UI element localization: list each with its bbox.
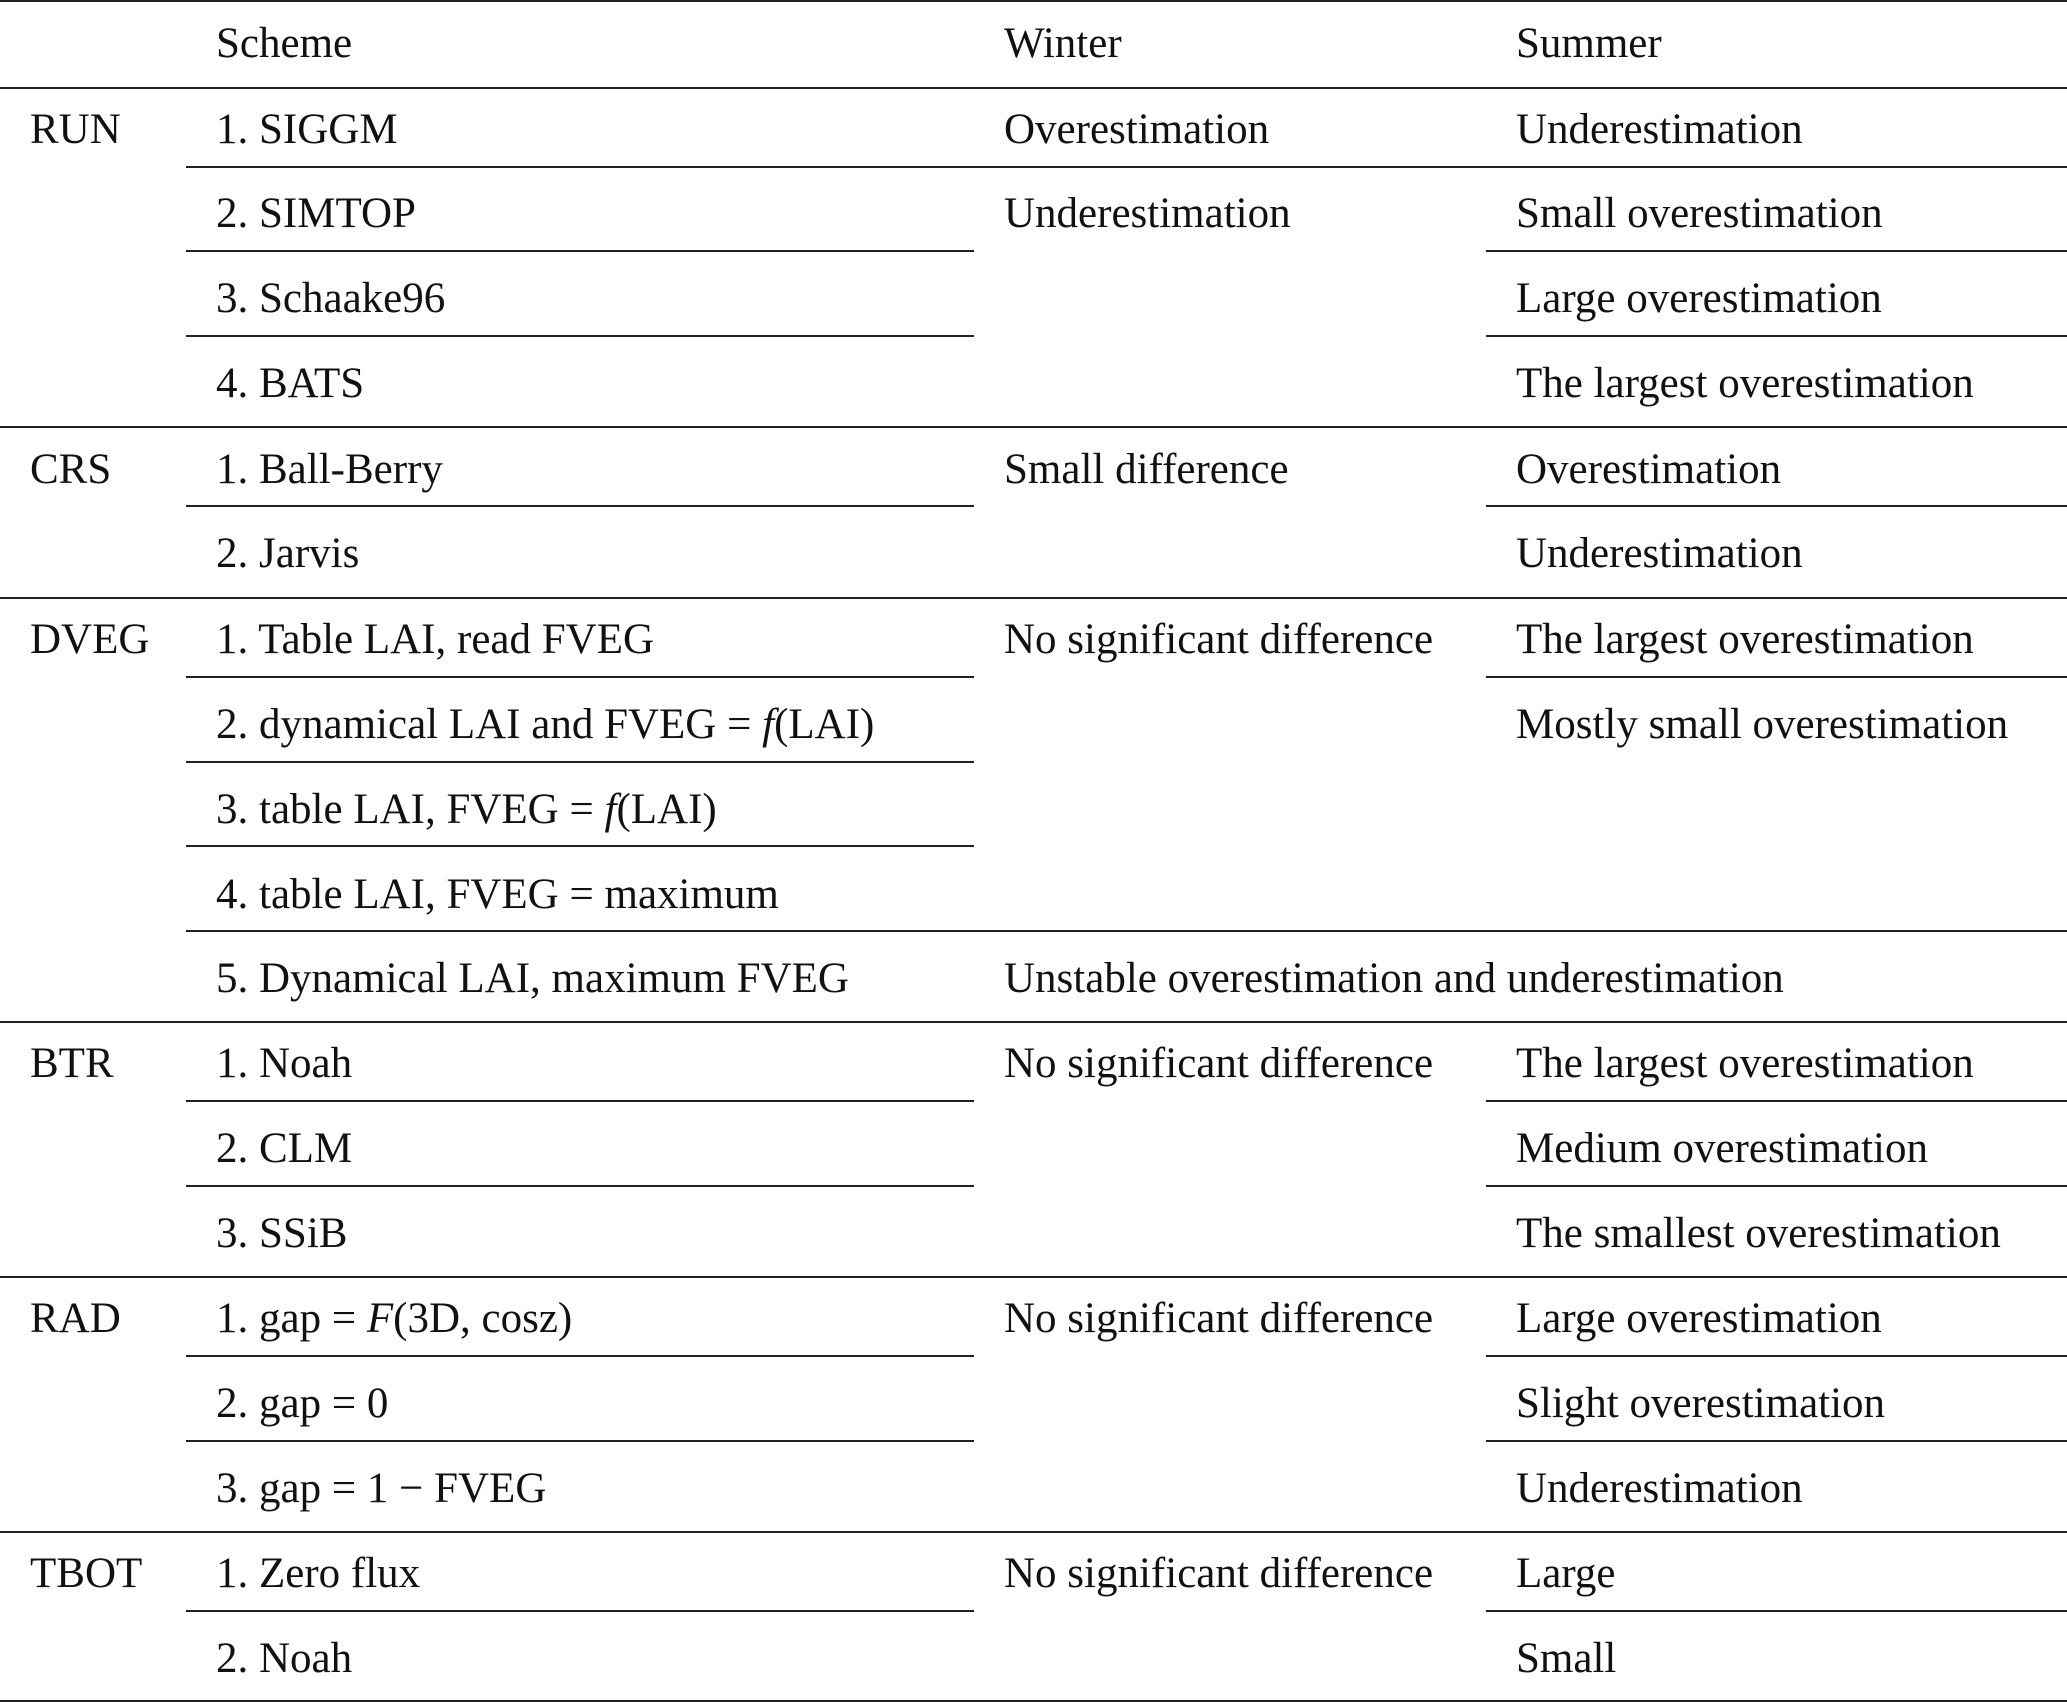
cell-rule: [1486, 1610, 2067, 1612]
summer-cell: Small overestimation: [1516, 190, 1883, 237]
cell-rule: [1486, 505, 2067, 507]
scheme-cell: 4. table LAI, FVEG = maximum: [216, 871, 779, 918]
group-label: DVEG: [30, 616, 150, 663]
scheme-cell: 2. gap = 0: [216, 1380, 389, 1427]
winter-cell: No significant difference: [1004, 1550, 1434, 1597]
scheme-cell: 1. SIGGM: [216, 106, 398, 153]
header-winter: Winter: [1004, 20, 1122, 67]
cell-rule: [1486, 1440, 2067, 1442]
scheme-cell: 3. gap = 1 − FVEG: [216, 1465, 547, 1512]
summer-cell: Medium overestimation: [1516, 1125, 1929, 1172]
cell-rule: [186, 1610, 974, 1612]
summer-cell: The largest overestimation: [1516, 360, 1974, 407]
cell-rule: [1486, 250, 2067, 252]
cell-rule: [186, 1100, 974, 1102]
cell-rule: [186, 676, 974, 678]
table-rule: [0, 1021, 2067, 1023]
table-rule: [0, 0, 2067, 2]
scheme-cell: 1. Noah: [216, 1040, 353, 1087]
cell-rule: [1486, 1185, 2067, 1187]
group-label: RUN: [30, 106, 121, 153]
winter-cell: No significant difference: [1004, 1295, 1434, 1342]
scheme-cell: 2. Jarvis: [216, 530, 360, 577]
cell-rule: [1486, 676, 2067, 678]
cell-rule: [186, 1355, 974, 1357]
summer-cell: Overestimation: [1516, 446, 1782, 493]
scheme-cell: 2. SIMTOP: [216, 190, 416, 237]
cell-rule: [186, 761, 974, 763]
cell-rule: [186, 845, 974, 847]
scheme-cell: 2. dynamical LAI and FVEG = f(LAI): [216, 701, 875, 748]
winter-cell: Overestimation: [1004, 106, 1270, 153]
table-rule: [0, 1276, 2067, 1278]
summer-cell: Underestimation: [1516, 106, 1803, 153]
cell-rule: [186, 930, 2067, 932]
cell-rule: [186, 1185, 974, 1187]
scheme-cell: 1. Zero flux: [216, 1550, 421, 1597]
cell-rule: [186, 335, 974, 337]
summer-cell: The largest overestimation: [1516, 616, 1974, 663]
table-rule: [0, 426, 2067, 428]
table-rule: [0, 1531, 2067, 1533]
table-rule: [0, 1700, 2067, 1702]
winter-cell: Small difference: [1004, 446, 1289, 493]
scheme-cell: 1. Table LAI, read FVEG: [216, 616, 655, 663]
table-rule: [0, 597, 2067, 599]
summer-cell: Slight overestimation: [1516, 1380, 1886, 1427]
summer-cell: The largest overestimation: [1516, 1040, 1974, 1087]
winter-cell: No significant difference: [1004, 1040, 1434, 1087]
summer-cell: Underestimation: [1516, 1465, 1803, 1512]
scheme-cell: 2. Noah: [216, 1635, 353, 1682]
span-cell: Unstable overestimation and underestimation: [1004, 955, 1784, 1002]
summer-cell: Large: [1516, 1550, 1616, 1597]
group-label: RAD: [30, 1295, 121, 1342]
table-rule: [0, 87, 2067, 89]
scheme-cell: 1. Ball-Berry: [216, 446, 443, 493]
group-label: TBOT: [30, 1550, 143, 1597]
summer-cell: Large overestimation: [1516, 275, 1882, 322]
winter-cell: Underestimation: [1004, 190, 1291, 237]
header-summer: Summer: [1516, 20, 1662, 67]
scheme-cell: 2. CLM: [216, 1125, 353, 1172]
cell-rule: [186, 1440, 974, 1442]
scheme-cell: 5. Dynamical LAI, maximum FVEG: [216, 955, 849, 1002]
cell-rule: [186, 505, 974, 507]
cell-rule: [974, 166, 1486, 168]
summer-cell: Underestimation: [1516, 530, 1803, 577]
cell-rule: [1486, 335, 2067, 337]
cell-rule: [186, 250, 974, 252]
header-scheme: Scheme: [216, 20, 353, 67]
group-label: CRS: [30, 446, 112, 493]
scheme-cell: 3. table LAI, FVEG = f(LAI): [216, 786, 717, 833]
winter-cell: No significant difference: [1004, 616, 1434, 663]
summer-cell: Large overestimation: [1516, 1295, 1882, 1342]
summer-cell: The smallest overestimation: [1516, 1210, 2001, 1257]
scheme-cell: 3. Schaake96: [216, 275, 446, 322]
scheme-cell: 4. BATS: [216, 360, 365, 407]
summer-cell: Small: [1516, 1635, 1617, 1682]
group-label: BTR: [30, 1040, 114, 1087]
cell-rule: [1486, 1355, 2067, 1357]
summer-cell: Mostly small overestimation: [1516, 701, 2009, 748]
scheme-cell: 1. gap = F(3D, cosz): [216, 1295, 573, 1342]
cell-rule: [1486, 1100, 2067, 1102]
cell-rule: [186, 166, 974, 168]
scheme-cell: 3. SSiB: [216, 1210, 348, 1257]
cell-rule: [1486, 166, 2067, 168]
